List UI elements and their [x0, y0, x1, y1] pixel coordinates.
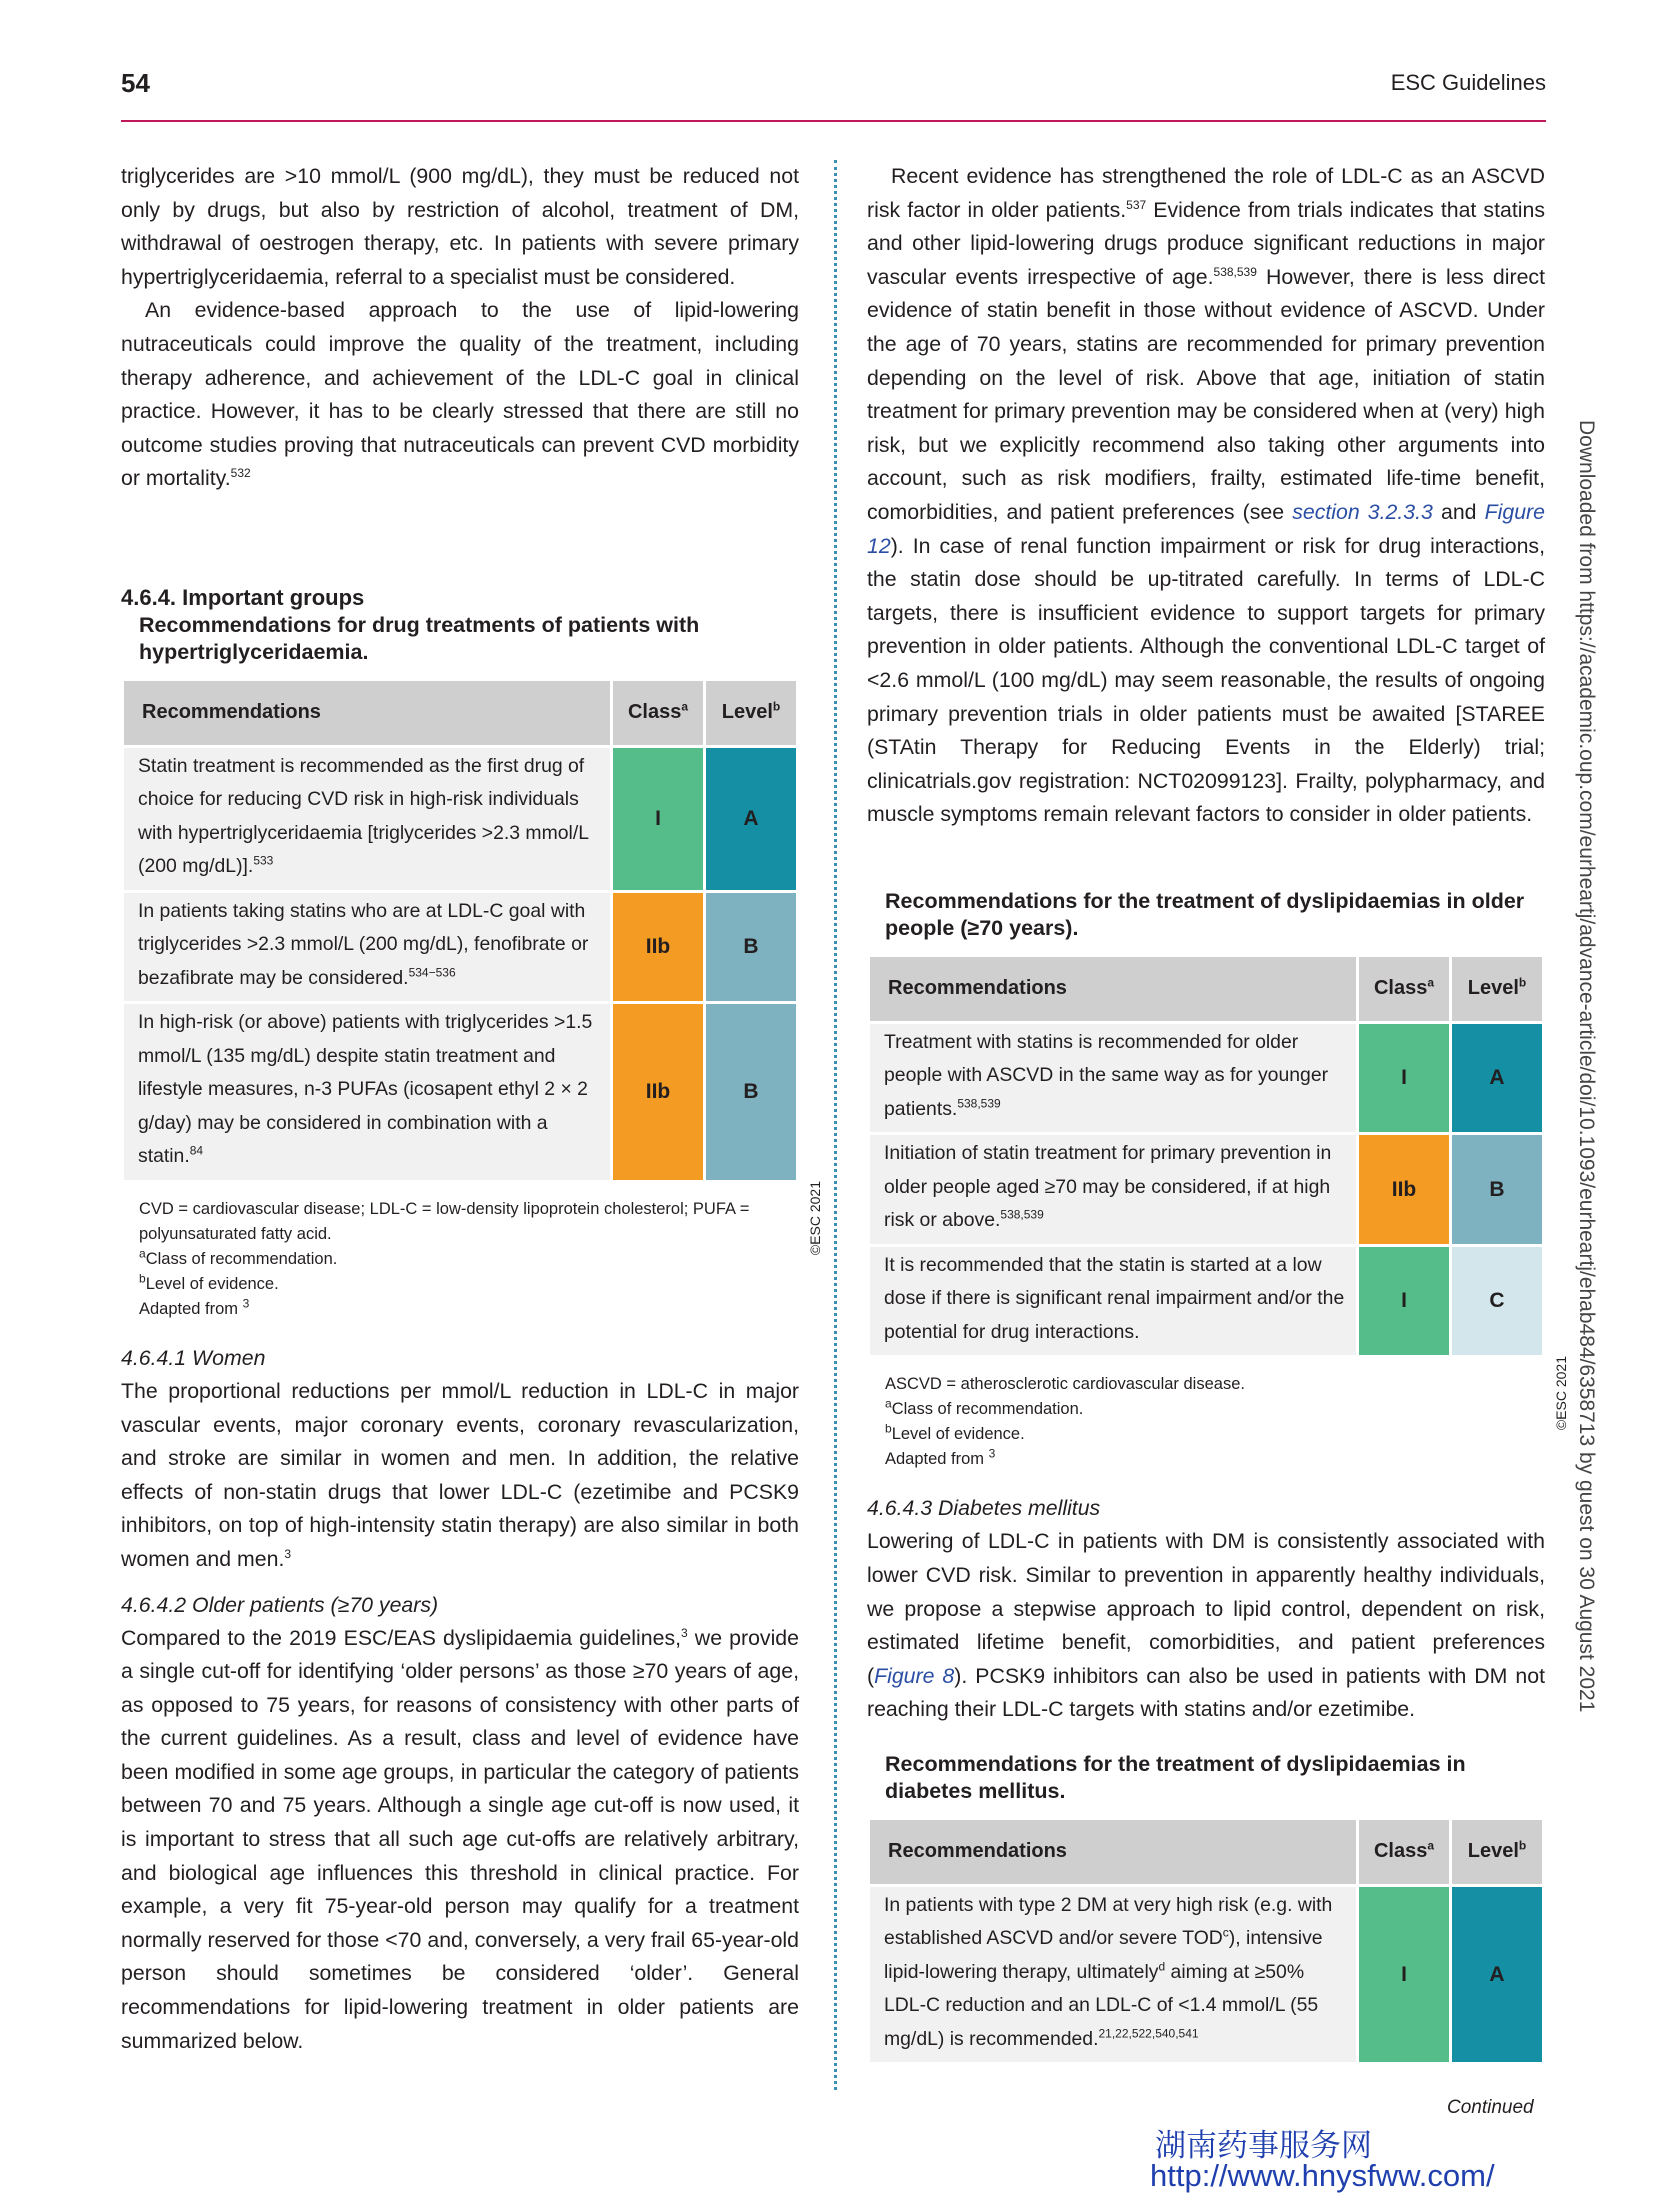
class-cell: I: [1359, 1024, 1449, 1133]
column-header-level: Level$^b$: [706, 681, 796, 745]
recommendation-text: Statin treatment is recommended as the first drug of choice for reducing CVD risk in high-risk individuals with hypertriglyceridaemia [triglycerides >2.3 mmol/L (200 mg/dL)].$^{533}$: [124, 748, 610, 890]
paragraph: triglycerides are >10 mmol/L (900 mg/dL), they must be reduced not only by drugs, but also by restriction of alcohol, treatment of DM, withdrawal of oestrogen therapy, etc. In patients with severe primary hypertriglyceridaemia, referral to a specialist must be considered.: [121, 164, 799, 289]
footnote-abbreviations: ASCVD = atherosclerotic cardiovascular disease.: [885, 1375, 1245, 1394]
footnote-b: $^b$Level of evidence.: [885, 1421, 1025, 1444]
class-cell: I: [1359, 1887, 1449, 2063]
table-row: [124, 1004, 796, 1180]
running-header: ESC Guidelines: [1390, 70, 1546, 95]
recommendation-text: In patients taking statins who are at LDL-C goal with triglycerides >2.3 mmol/L (200 mg/dL), fenofibrate or bezafibrate may be considered.$^{534-536}$: [124, 893, 610, 1002]
column-header: Recommendations: [870, 1820, 1356, 1884]
footnote-a: $^a$Class of recommendation.: [139, 1246, 338, 1268]
section-heading: 4.6.4. Important groups: [121, 584, 365, 610]
copyright-mark: ©ESC 2021: [807, 1180, 823, 1256]
recommendation-text: It is recommended that the statin is started at a low dose if there is significant renal impairment and/or the potential for drug interactions.: [870, 1247, 1356, 1356]
level-cell: A: [1452, 1887, 1542, 2063]
footnote-adapted: Adapted from $^3$: [139, 1296, 250, 1318]
citation: 532: [230, 466, 251, 481]
paragraph: Recent evidence has strengthened the role of LDL-C as an ASCVD risk factor in older patients.$^{537}$ Evidence from trials indicates that statins and other lipid-lowering drugs produce significant reductions in major vascular events irrespective of age.$^{538,539}$ However, there is less direct evidence of statin benefit in those without evidence of ASCVD. Under the age of 70 years, statins are recommended for primary prevention depending on the level of risk. Above that age, initiation of statin treatment for primary prevention may be considered when at (very) high risk, but we explicitly recommend also taking other arguments into account, such as risk modifiers, frailty, estimated life-time benefit, comorbidities, and patient preferences (see section 3.2.3.3 and Figure 12). In case of renal function impairment or risk for drug interactions, the statin dose should be up-titrated carefully. In terms of LDL-C targets, there is insufficient evidence to support targets for primary prevention in older patients. Although the conventional LDL-C target of <2.6 mmol/L (100 mg/dL) may seem reasonable, the results of ongoing primary prevention trials in older patients must be awaited [STAREE (STAtin Therapy for Reducing Events in the Elderly) trial; clinicatrials.gov registration: NCT02099123]. Frailty, polypharmacy, and muscle symptoms remain relevant factors to consider in older patients.: [867, 164, 1545, 827]
continued-label: Continued: [1447, 2097, 1534, 2118]
column-header-level: Level$^b$: [1452, 957, 1542, 1021]
column-header: Recommendations: [124, 681, 610, 745]
footnote-adapted: Adapted from $^3$: [885, 1446, 996, 1469]
table-row: [124, 893, 796, 1002]
table-title: Recommendations for the treatment of dyslipidaemias in diabetes mellitus.: [885, 1751, 1466, 1803]
level-cell: B: [706, 893, 796, 1002]
table-title: Recommendations for drug treatments of patients with hypertriglyceridaemia.: [139, 612, 700, 664]
class-cell: I: [1359, 1247, 1449, 1356]
table-row: [124, 748, 796, 890]
column-header-class: Class$^a$: [613, 681, 703, 745]
recommendation-text: In high-risk (or above) patients with triglycerides >1.5 mmol/L (135 mg/dL) despite statin treatment and lifestyle measures, n-3 PUFAs (icosapent ethyl 2 × 2 g/day) may be considered in combination with a statin.$^{84}$: [124, 1004, 610, 1180]
figure-link[interactable]: Figure 12: [867, 499, 1545, 558]
download-notice-text: Downloaded from https://academic.oup.com/eurheartj/advance-article/doi/10.1093/eurheartj/ehab484/6358713 by guest on 30 August 2021: [1575, 420, 1598, 1713]
level-cell: C: [1452, 1247, 1542, 1356]
column-header-class: Class$^a$: [1359, 957, 1449, 1021]
paragraph: The proportional reductions per mmol/L reduction in LDL-C in major vascular events, major coronary events, coronary revascularization, and stroke are similar in women and men. In addition, the relative effects of non-statin drugs that lower LDL-C (ezetimibe and PCSK9 inhibitors, on top of high-intensity statin therapy) are also similar in both women and men.$^3$: [121, 1378, 799, 1571]
watermark-url[interactable]: http://www.hnysfww.com/: [1150, 2158, 1495, 2193]
recommendation-text: Initiation of statin treatment for primary prevention in older people aged ≥70 may be considered, if at high risk or above.$^{538,539}$: [870, 1135, 1356, 1244]
paragraph: Compared to the 2019 ESC/EAS dyslipidaemia guidelines,$^3$ we provide a single cut-off for identifying ‘older persons’ as those ≥70 years of age, as opposed to 75 years, for reasons of consistency with other parts of the current guidelines. As a result, class and level of evidence have been modified in some age groups, in particular the category of patients between 70 and 75 years. Although a single age cut-off is now used, it is important to stress that all such age cut-offs are relatively arbitrary, and biological age influences this threshold in clinical practice. For example, a very fit 75-year-old person may qualify for a treatment normally reserved for those <70 and, conversely, a very frail 65-year-old person should sometimes be considered ‘older’. General recommendations for lipid-lowering treatment in older patients are summarized below.: [121, 1625, 799, 2053]
recommendations-table: [867, 1817, 1545, 2066]
column-header-level: Level$^b$: [1452, 1820, 1542, 1884]
level-cell: A: [1452, 1024, 1542, 1133]
footnote-b: $^b$Level of evidence.: [139, 1271, 279, 1293]
table-row: [870, 1887, 1542, 2063]
left-column: [121, 160, 823, 2058]
figure-link[interactable]: Figure 8: [874, 1663, 955, 1688]
subsection-heading: 4.6.4.2 Older patients (≥70 years): [121, 1592, 439, 1617]
class-cell: I: [613, 748, 703, 890]
paragraph: An evidence-based approach to the use of lipid-lowering nutraceuticals could improve the quality of the treatment, including therapy adherence, and achievement of the LDL-C goal in clinical practice. However, it has to be clearly stressed that there are still no outcome studies proving that nutraceuticals can prevent CVD morbidity or mortality.$^{532}$: [121, 298, 799, 491]
download-notice: [1575, 420, 1624, 1820]
class-cell: IIb: [613, 893, 703, 1002]
section-link[interactable]: section 3.2.3.3: [1292, 499, 1433, 524]
footnote-abbreviations: CVD = cardiovascular disease; LDL-C = low-density lipoprotein cholesterol; PUFA = polyunsaturated fatty acid.: [139, 1199, 750, 1243]
column-header: Recommendations: [870, 957, 1356, 1021]
footnote-a: $^a$Class of recommendation.: [885, 1396, 1084, 1419]
table-title: Recommendations for the treatment of dyslipidaemias in older people (≥70 years).: [885, 888, 1525, 940]
column-divider: [834, 160, 837, 2090]
recommendation-text: In patients with type 2 DM at very high risk (e.g. with established ASCVD and/or severe TOD$^c$), intensive lipid-lowering therapy, ultimately$^d$ aiming at ≥50% LDL-C reduction and an LDL-C of <1.4 mmol/L (55 mg/dL) is recommended.$^{21,22,522,540,541}$: [870, 1887, 1356, 2063]
table-row: [870, 1247, 1542, 1356]
subsection-heading: 4.6.4.1 Women: [121, 1345, 266, 1370]
paragraph: Lowering of LDL-C in patients with DM is consistently associated with lower CVD risk. Similar to prevention in apparently healthy individuals, we propose a stepwise approach to lipid control, dependent on risk, estimated lifetime benefit, comorbidities, and patient preferences (Figure 8). PCSK9 inhibitors can also be used in patients with DM not reaching their LDL-C targets with statins and/or ezetimibe.: [867, 1529, 1545, 1722]
page-number: 54: [121, 68, 150, 98]
class-cell: IIb: [613, 1004, 703, 1180]
recommendation-text: Treatment with statins is recommended for older people with ASCVD in the same way as for younger patients.$^{538,539}$: [870, 1024, 1356, 1133]
class-cell: IIb: [1359, 1135, 1449, 1244]
table-row: [870, 1024, 1542, 1133]
table-row: [870, 1135, 1542, 1244]
level-cell: B: [1452, 1135, 1542, 1244]
table-footnotes: [139, 1197, 799, 1322]
watermark-chinese: 湖南药事服务网: [1155, 2128, 1372, 2163]
level-cell: A: [706, 748, 796, 890]
level-cell: B: [706, 1004, 796, 1180]
subsection-heading: 4.6.4.3 Diabetes mellitus: [867, 1496, 1101, 1521]
copyright-mark: ©ESC 2021: [1553, 1356, 1569, 1431]
right-column: [867, 160, 1569, 2065]
header-rule: [121, 120, 1546, 122]
column-header-class: Class$^a$: [1359, 1820, 1449, 1884]
table-footnotes: [885, 1372, 1545, 1472]
